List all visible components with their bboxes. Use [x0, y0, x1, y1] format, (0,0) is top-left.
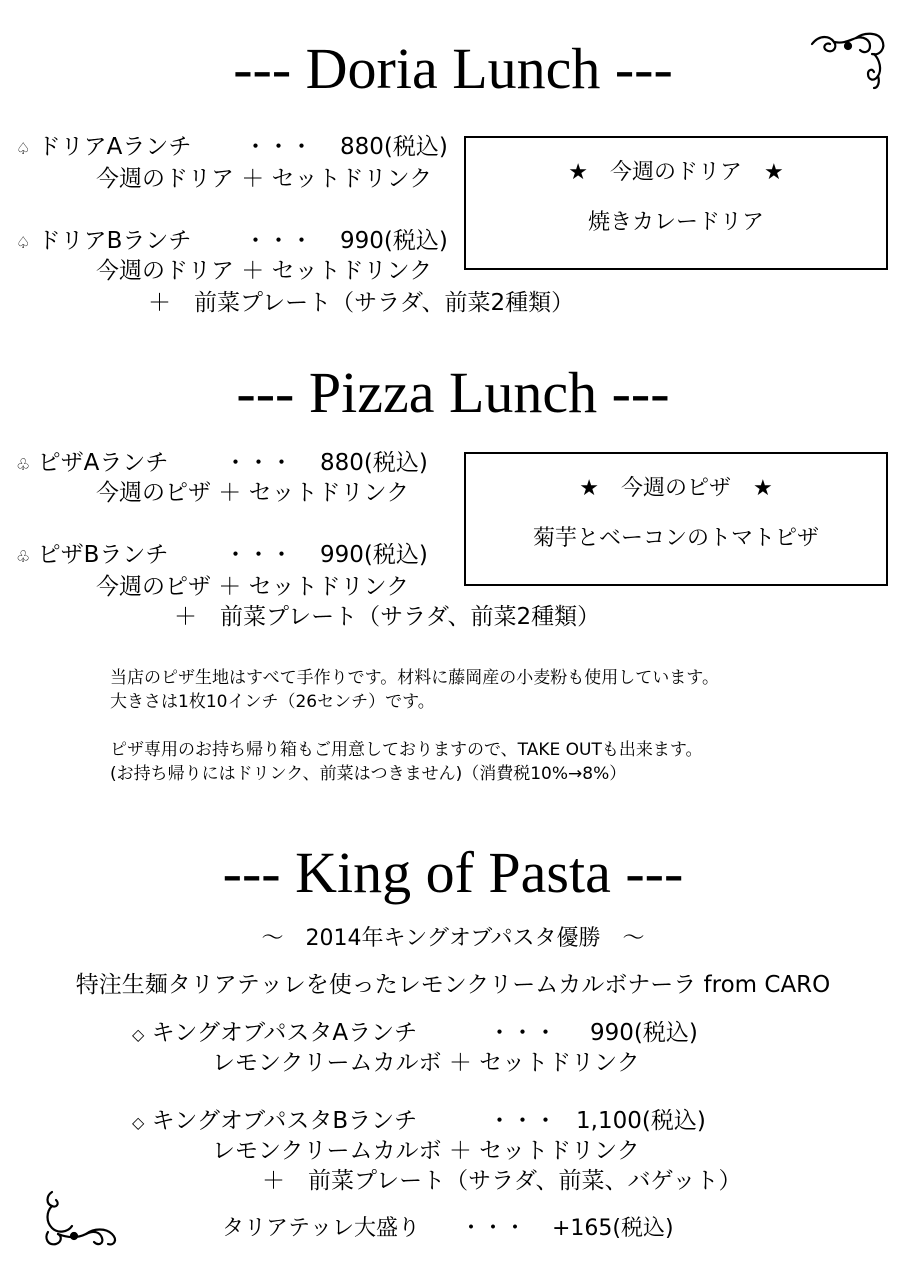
weekly-pizza-heading: ★ 今週のピザ ★ [579, 476, 773, 501]
item-name: ピザAランチ [37, 450, 169, 476]
item-name: ピザBランチ [37, 542, 169, 568]
pasta-item-a [132, 1022, 417, 1045]
pasta-description: 特注生麺タリアテッレを使ったレモンクリームカルボナーラ from CARO [75, 972, 831, 998]
item-description-extra: ＋ 前菜プレート（サラダ、前菜2種類） [148, 290, 575, 316]
pizza-item-a [16, 452, 168, 475]
weekly-doria-dish: 焼きカレードリア [587, 210, 764, 235]
item-name: キングオブパスタAランチ [151, 1020, 418, 1046]
pizza-section-title: --- Pizza Lunch --- [236, 360, 670, 425]
item-description: 今週のピザ ＋ セットドリンク [96, 574, 410, 600]
item-price: 880(税込) [320, 450, 428, 476]
item-description: レモンクリームカルボ ＋ セットドリンク [212, 1050, 640, 1076]
item-name: キングオブパスタBランチ [151, 1108, 418, 1134]
pizza-note: (お持ち帰りにはドリンク、前菜はつきません)（消費税10%→8%） [110, 764, 627, 784]
dots: ・・・ [244, 134, 313, 160]
item-description-extra: ＋ 前菜プレート（サラダ、前菜2種類） [174, 604, 601, 630]
pizza-note: ピザ専用のお持ち帰り箱もご用意しておりますので、TAKE OUTも出来ます。 [110, 740, 703, 760]
item-price: 990(税込) [340, 228, 448, 254]
item-description-extra: ＋ 前菜プレート（サラダ、前菜、バゲット） [262, 1168, 742, 1194]
doria-item-a [16, 136, 191, 159]
dots: ・・・ [224, 450, 293, 476]
item-description: 今週のピザ ＋ セットドリンク [96, 480, 410, 506]
weekly-pizza-box [464, 452, 888, 586]
pizza-item-b [16, 544, 168, 567]
flourish-ornament-icon [38, 1188, 120, 1250]
weekly-doria-box [464, 136, 888, 270]
item-price: 990(税込) [590, 1020, 698, 1046]
item-description: レモンクリームカルボ ＋ セットドリンク [212, 1138, 640, 1164]
pasta-extra-name: タリアテッレ大盛り [222, 1216, 421, 1241]
item-price: 1,100(税込) [576, 1108, 706, 1134]
diamond-icon: ◇ [132, 1025, 145, 1044]
pasta-extra-price: +165(税込) [552, 1216, 674, 1241]
pasta-section-title: --- King of Pasta --- [222, 840, 684, 905]
diamond-icon: ◇ [132, 1113, 145, 1132]
weekly-doria-heading: ★ 今週のドリア ★ [568, 160, 784, 185]
item-name: ドリアBランチ [37, 228, 192, 254]
dots: ・・・ [488, 1108, 557, 1134]
doria-section-title: --- Doria Lunch --- [233, 36, 673, 101]
club-icon: ♧ [16, 547, 31, 566]
dots: ・・・ [460, 1216, 527, 1241]
item-price: 880(税込) [340, 134, 448, 160]
item-description: 今週のドリア ＋ セットドリンク [96, 166, 433, 192]
weekly-pizza-dish: 菊芋とベーコンのトマトピザ [532, 526, 819, 551]
doria-item-b [16, 230, 191, 253]
dots: ・・・ [488, 1020, 557, 1046]
pizza-note: 当店のピザ生地はすべて手作りです。材料に藤岡産の小麦粉も使用しています。 [110, 668, 719, 688]
pizza-note: 大きさは1枚10インチ（26センチ）です。 [110, 692, 435, 712]
dots: ・・・ [244, 228, 313, 254]
item-description: 今週のドリア ＋ セットドリンク [96, 258, 433, 284]
item-price: 990(税込) [320, 542, 428, 568]
dots: ・・・ [224, 542, 293, 568]
item-name: ドリアAランチ [37, 134, 192, 160]
spade-icon: ♤ [16, 139, 31, 158]
pasta-item-b [132, 1110, 417, 1133]
club-icon: ♧ [16, 455, 31, 474]
spade-icon: ♤ [16, 233, 31, 252]
pasta-subtitle: ～ 2014年キングオブパスタ優勝 ～ [261, 926, 645, 951]
